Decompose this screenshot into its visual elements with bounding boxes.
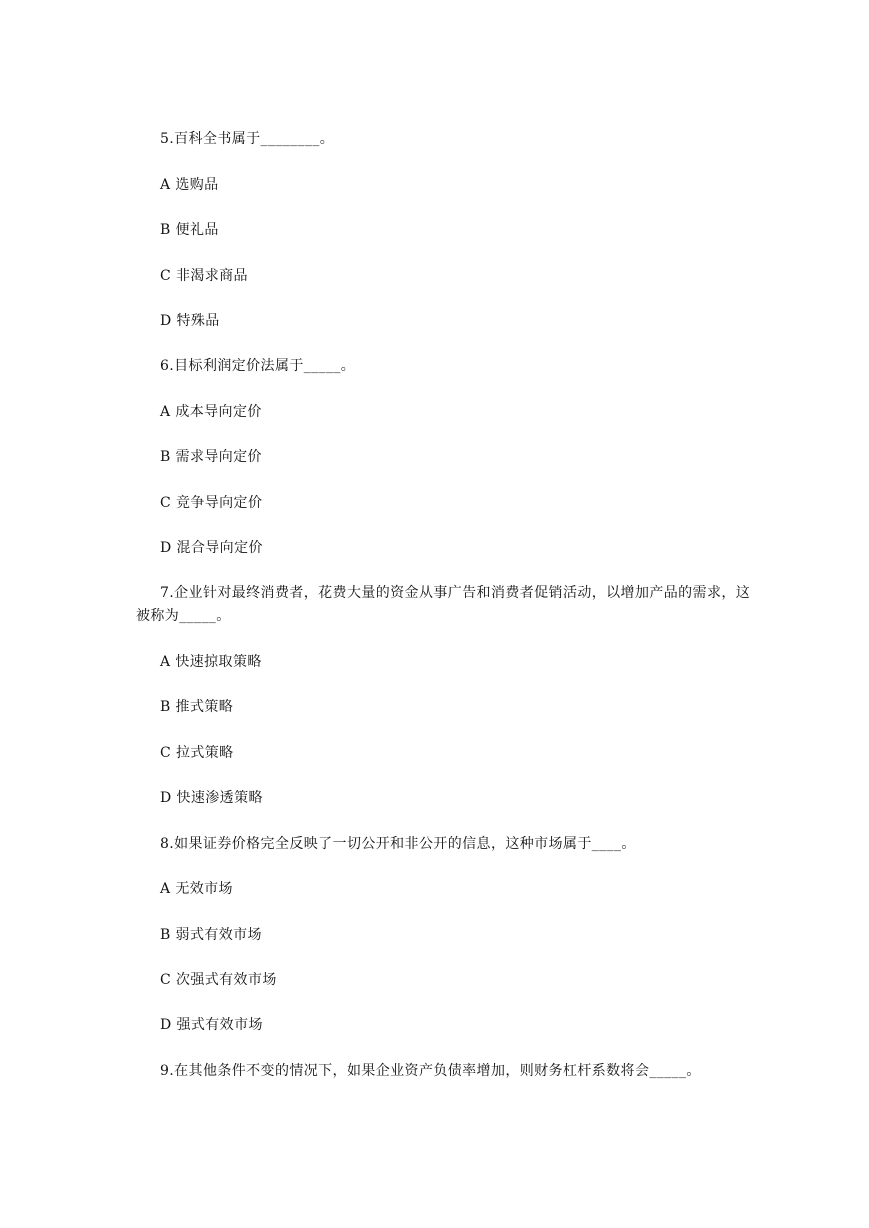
question-7-option-c: C 拉式策略 bbox=[160, 745, 234, 761]
question-7-option-a: A 快速掠取策略 bbox=[160, 654, 262, 670]
question-5-stem: 5.百科全书属于________。 bbox=[160, 131, 335, 147]
question-5-option-a: A 选购品 bbox=[160, 177, 219, 193]
question-8-option-a: A 无效市场 bbox=[160, 881, 233, 897]
question-6-stem: 6.目标利润定价法属于_____。 bbox=[160, 358, 356, 374]
question-6-option-b: B 需求导向定价 bbox=[160, 449, 262, 465]
question-8-option-d: D 强式有效市场 bbox=[160, 1017, 263, 1033]
question-7-option-d: D 快速渗透策略 bbox=[160, 790, 263, 806]
question-7-option-b: B 推式策略 bbox=[160, 699, 234, 715]
question-8-stem: 8.如果证券价格完全反映了一切公开和非公开的信息，这种市场属于____。 bbox=[160, 836, 636, 852]
question-5-option-c: C 非渴求商品 bbox=[160, 268, 248, 284]
question-7-stem: 7.企业针对最终消费者，花费大量的资金从事广告和消费者促销活动，以增加产品的需求，这被称为_____。 bbox=[136, 585, 751, 624]
question-9-stem: 9.在其他条件不变的情况下，如果企业资产负债率增加，则财务杠杆系数将会_____。 bbox=[160, 1063, 701, 1079]
question-5-option-d: D 特殊品 bbox=[160, 313, 220, 329]
question-6-option-a: A 成本导向定价 bbox=[160, 404, 262, 420]
question-8-option-b: B 弱式有效市场 bbox=[160, 927, 262, 943]
question-6-option-d: D 混合导向定价 bbox=[160, 540, 263, 556]
question-8-option-c: C 次强式有效市场 bbox=[160, 972, 277, 988]
question-5-option-b: B 便礼品 bbox=[160, 222, 219, 238]
question-6-option-c: C 竞争导向定价 bbox=[160, 495, 263, 511]
